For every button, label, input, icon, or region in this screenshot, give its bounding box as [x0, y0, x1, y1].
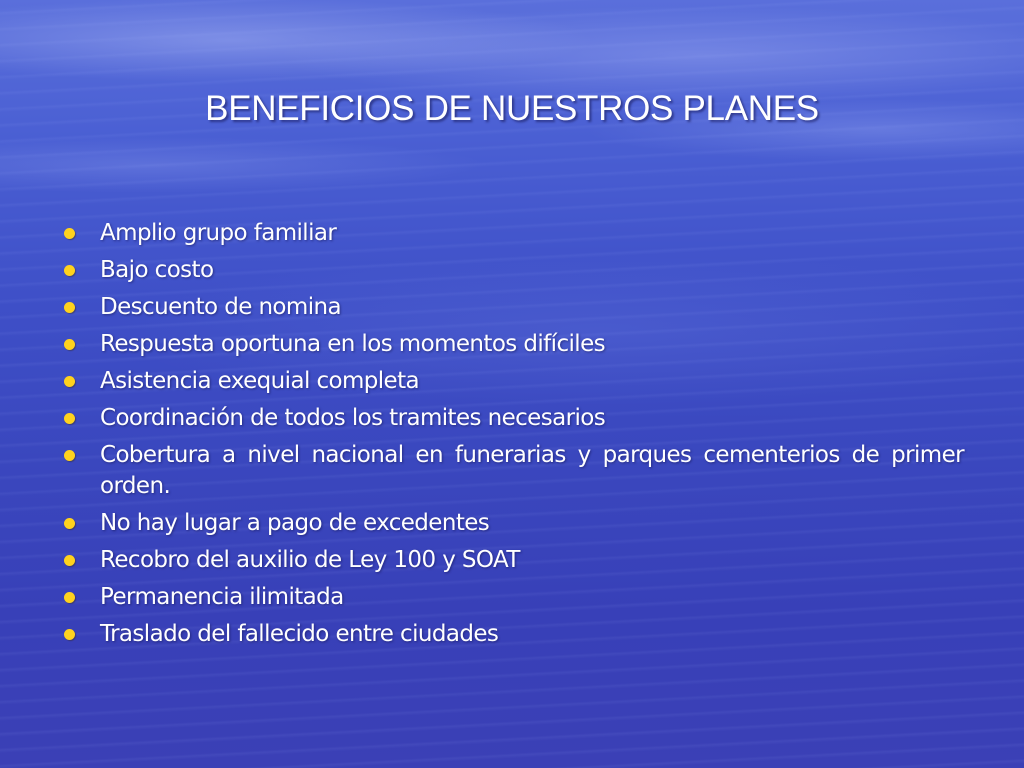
bullet-dot-icon [64, 339, 75, 350]
bullet-dot-icon [64, 518, 75, 529]
bullet-text: Amplio grupo familiar [100, 220, 337, 246]
bullet-list [58, 218, 964, 656]
bullet-item [58, 218, 964, 249]
slide-title: BENEFICIOS DE NUESTROS PLANES [205, 89, 819, 128]
bullet-dot-icon [64, 376, 75, 387]
bullet-item [58, 366, 964, 397]
bullet-item [58, 329, 964, 360]
bullet-text: Traslado del fallecido entre ciudades [100, 621, 499, 647]
bullet-dot-icon [64, 629, 75, 640]
bullet-dot-icon [64, 555, 75, 566]
bullet-item [58, 255, 964, 286]
bullet-dot-icon [64, 413, 75, 424]
bullet-text: Cobertura a nivel nacional en funerarias y parques cementerios de primer orden. [100, 442, 964, 499]
bullet-item [58, 440, 964, 502]
bullet-item [58, 545, 964, 576]
bullet-text: Descuento de nomina [100, 294, 341, 320]
bullet-dot-icon [64, 450, 75, 461]
bullet-item [58, 582, 964, 613]
bullet-text: Asistencia exequial completa [100, 368, 420, 394]
bullet-item [58, 619, 964, 650]
bullet-text: Bajo costo [100, 257, 214, 283]
bullet-dot-icon [64, 302, 75, 313]
bullet-text: Recobro del auxilio de Ley 100 y SOAT [100, 547, 520, 573]
bullet-item [58, 292, 964, 323]
bullet-dot-icon [64, 265, 75, 276]
bullet-text: No hay lugar a pago de excedentes [100, 510, 490, 536]
bullet-text: Respuesta oportuna en los momentos difíciles [100, 331, 606, 357]
bullet-text: Coordinación de todos los tramites necesarios [100, 405, 606, 431]
bullet-dot-icon [64, 228, 75, 239]
bullet-dot-icon [64, 592, 75, 603]
bullet-text: Permanencia ilimitada [100, 584, 344, 610]
bullet-item [58, 403, 964, 434]
bullet-item [58, 508, 964, 539]
